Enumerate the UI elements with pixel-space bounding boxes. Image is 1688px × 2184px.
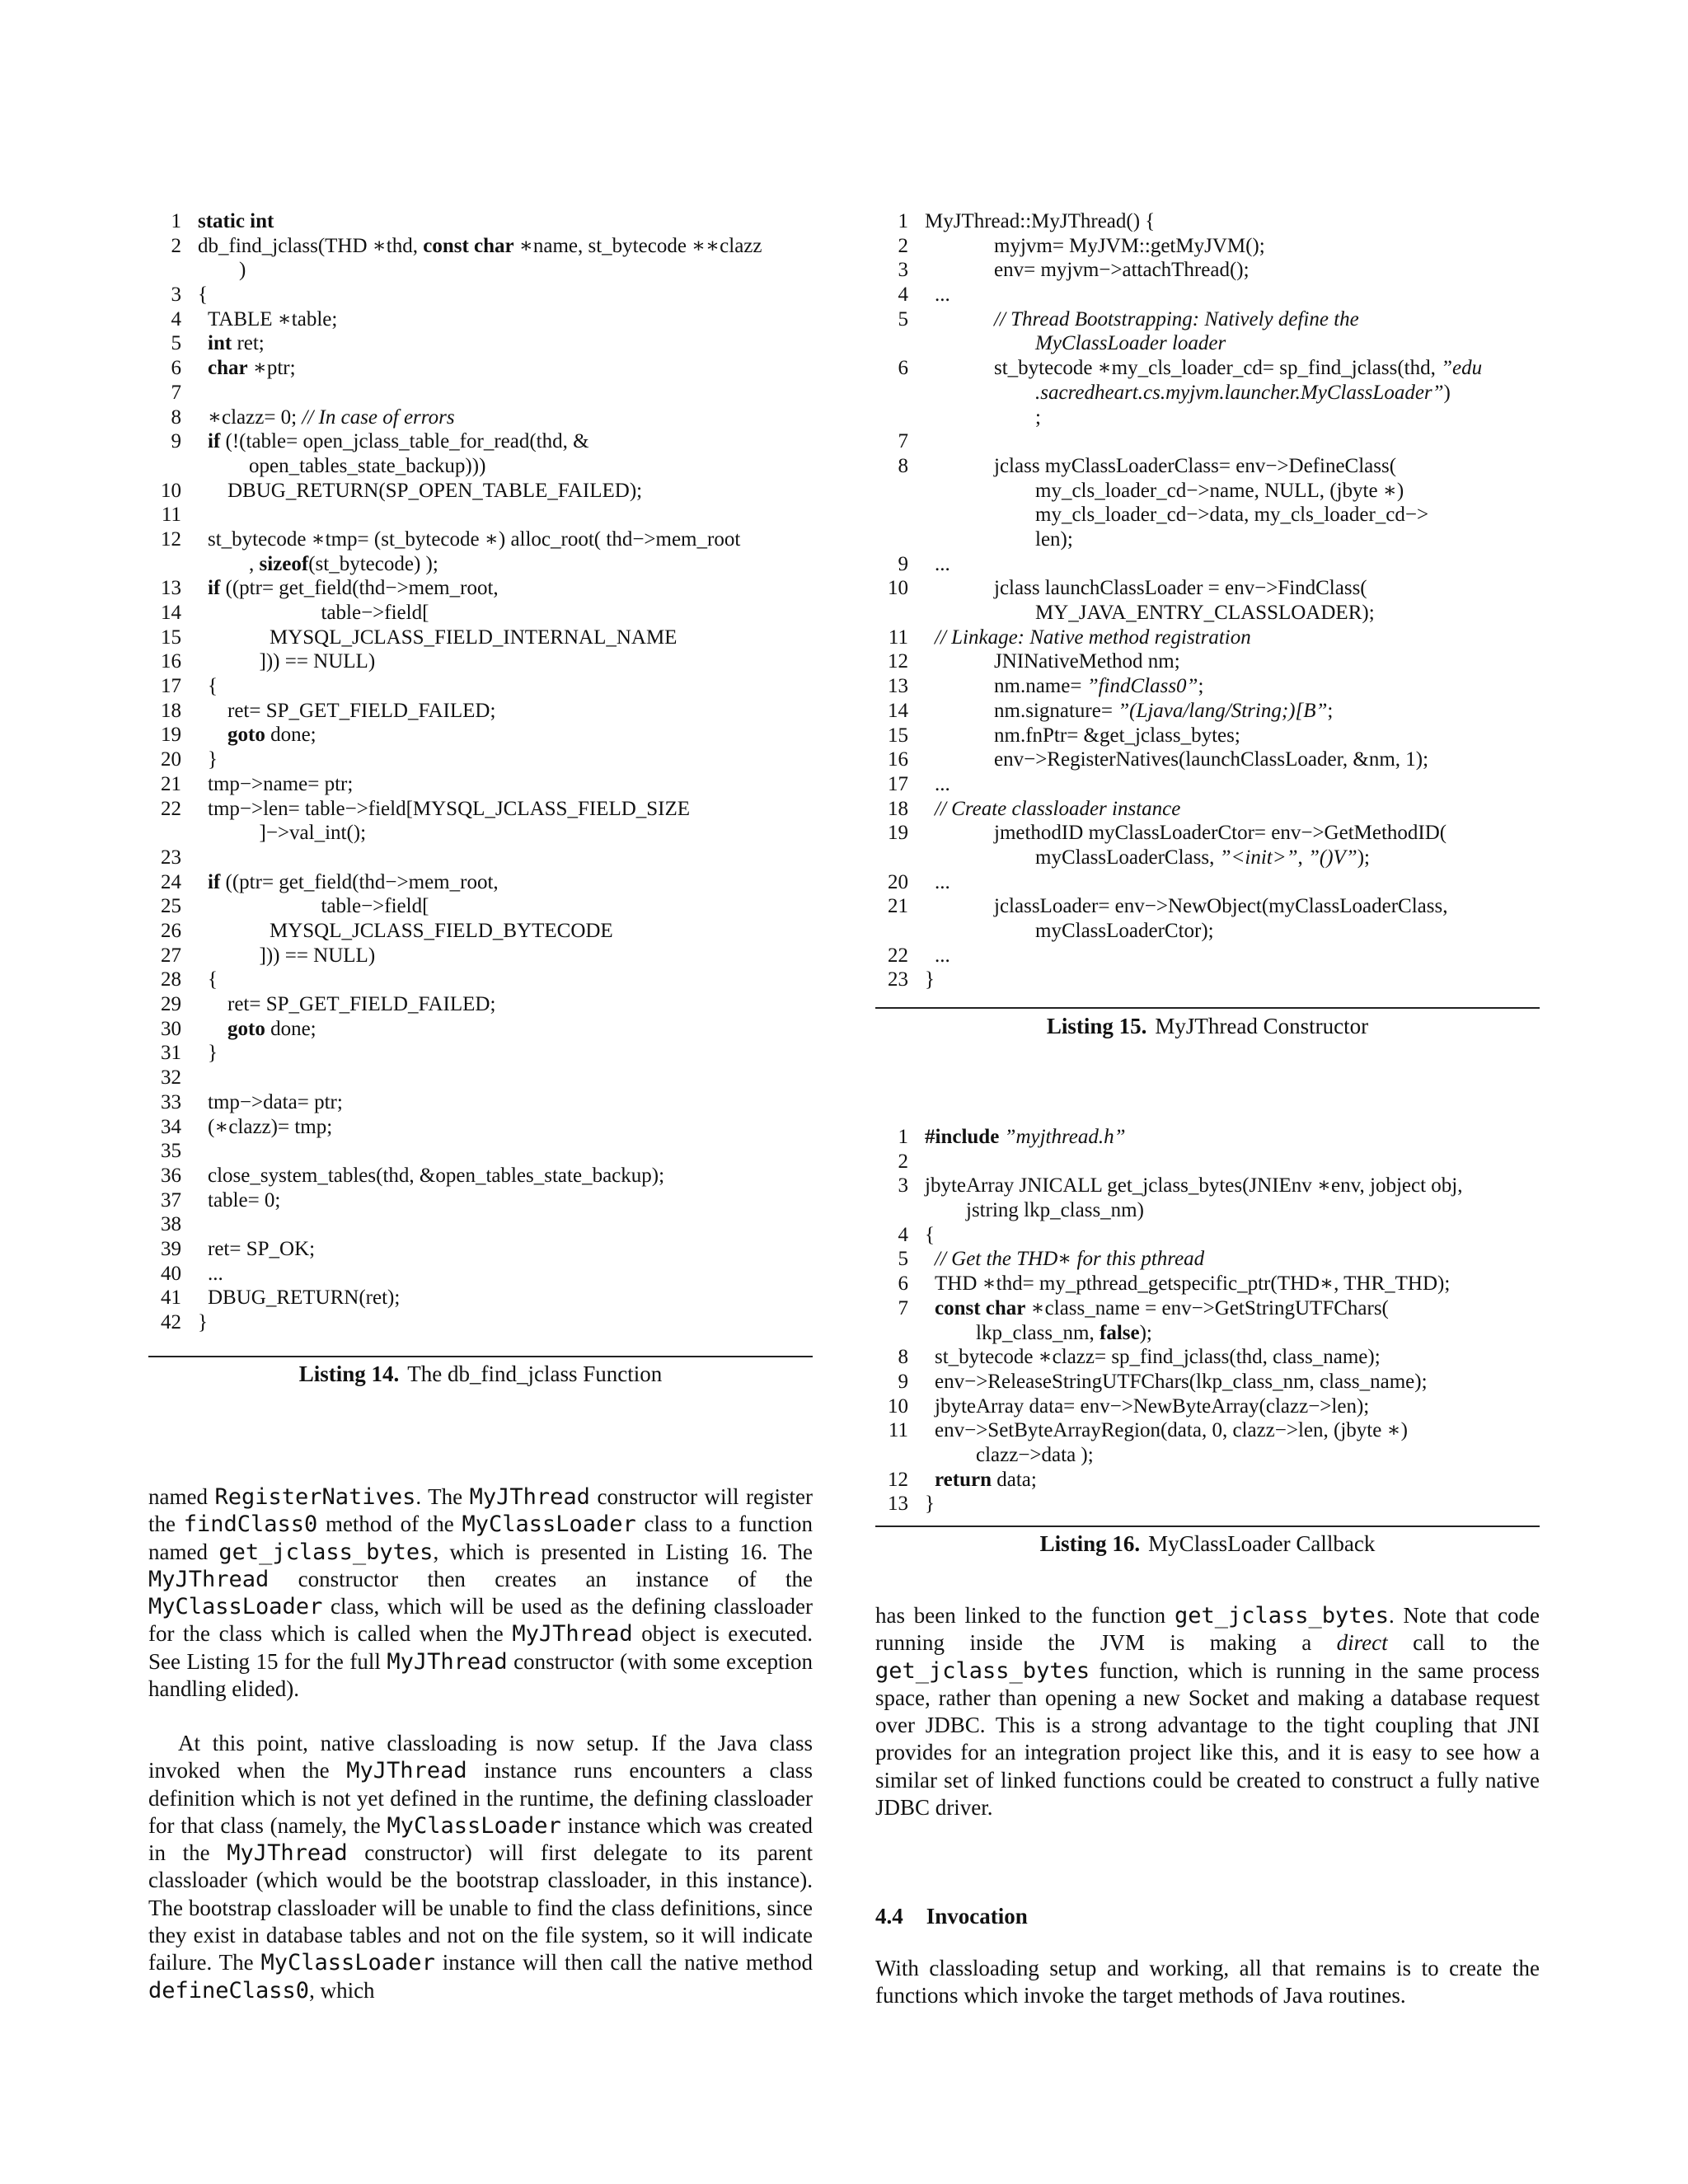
section-title: Invocation: [926, 1904, 1028, 1929]
line-number: 10: [161, 479, 181, 502]
listing-14-caption-text: The db_find_jclass Function: [407, 1361, 663, 1386]
listing-15-code: [875, 209, 1540, 992]
code-text: char ∗ptr;: [208, 357, 296, 380]
line-number: 4: [171, 307, 181, 330]
code-text: MyJThread::MyJThread() {: [925, 210, 1156, 232]
code-line: [875, 649, 1540, 674]
code-line: [875, 552, 1540, 577]
code-line: [148, 527, 813, 576]
code-text: // Create classloader instance: [935, 797, 1181, 820]
code-text: ...: [935, 944, 950, 967]
line-number: 5: [898, 307, 908, 330]
code-line: [148, 1139, 813, 1164]
code-line: [875, 894, 1540, 943]
code-text: st_bytecode ∗my_cls_loader_cd= sp_find_jclass(thd, ”edu .sacredheart.cs.myjvm.launcher.MyClassLoader”) ;: [994, 357, 1483, 429]
line-number: 26: [161, 920, 181, 942]
code-line: [875, 870, 1540, 895]
code-text: ret= SP_OK;: [208, 1237, 316, 1260]
code-line: [875, 209, 1540, 234]
line-number: 37: [161, 1188, 181, 1212]
code-text: #include ”myjthread.h”: [925, 1126, 1126, 1148]
code-line: [148, 992, 813, 1017]
listing-16-code: [875, 1125, 1540, 1516]
code-line: [148, 723, 813, 748]
code-text: // Get the THD∗ for this pthread: [935, 1248, 1205, 1271]
line-number: 42: [161, 1311, 181, 1333]
line-number: 15: [888, 724, 908, 747]
line-number: 6: [898, 357, 908, 380]
code-line: [148, 797, 813, 846]
code-text: {: [208, 968, 218, 991]
code-text: jbyteArray JNICALL get_jclass_bytes(JNIEnv ∗env, jobject obj, jstring lkp_class_nm): [925, 1174, 1463, 1222]
code-text: myjvm= MyJVM::getMyJVM();: [994, 234, 1265, 257]
section-heading: [875, 1904, 1028, 1929]
line-number: 8: [171, 405, 181, 429]
code-text: jclassLoader= env−>NewObject(myClassLoaderClass, myClassLoaderCtor);: [994, 895, 1448, 943]
code-line: [875, 626, 1540, 650]
line-number: 2: [898, 234, 908, 257]
code-line: [875, 748, 1540, 772]
code-text: ...: [935, 552, 950, 575]
code-line: [148, 503, 813, 527]
listing-15-caption-text: MyJThread Constructor: [1155, 1014, 1369, 1038]
line-number: 21: [888, 895, 908, 918]
code-text: goto done;: [227, 1017, 316, 1040]
code-text: }: [198, 1311, 208, 1333]
listing-14-caption: [148, 1361, 813, 1387]
line-number: 1: [898, 1126, 908, 1148]
line-number: 1: [171, 210, 181, 232]
code-text: // Linkage: Native method registration: [935, 626, 1251, 649]
code-text: st_bytecode ∗clazz= sp_find_jclass(thd, class_name);: [935, 1346, 1381, 1369]
code-text: return data;: [935, 1468, 1037, 1491]
right-paragraph-2: With classloading setup and working, all that remains is to create the functions which invoke the target methods of Java routines.: [875, 1956, 1540, 2008]
code-line: [148, 1237, 813, 1262]
line-number: 29: [161, 993, 181, 1016]
code-line: [148, 846, 813, 870]
code-line: [875, 1394, 1540, 1419]
code-line: [148, 1188, 813, 1213]
line-number: 19: [161, 724, 181, 747]
section-number: 4.4: [875, 1904, 903, 1929]
code-text: table−>field[: [208, 602, 429, 625]
code-line: [875, 1492, 1540, 1516]
code-text: DBUG_RETURN(ret);: [208, 1286, 401, 1310]
code-text: int ret;: [208, 332, 265, 355]
listing-16-caption-label: Listing 16.: [1039, 1531, 1141, 1556]
code-text: }: [925, 968, 935, 991]
code-text: ...: [935, 284, 950, 307]
line-number: 18: [161, 699, 181, 722]
code-line: [875, 234, 1540, 259]
line-number: 5: [898, 1248, 908, 1271]
code-line: [148, 381, 813, 405]
code-text: jbyteArray data= env−>NewByteArray(clazz−>len);: [935, 1394, 1370, 1418]
code-text: ])) == NULL): [208, 944, 376, 967]
code-line: [148, 331, 813, 356]
code-text: }: [208, 748, 218, 771]
line-number: 11: [161, 504, 181, 527]
code-text: st_bytecode ∗tmp= (st_bytecode ∗) alloc_root( thd−>mem_root , sizeof(st_bytecode) );: [208, 527, 741, 575]
left-paragraph-2: At this point, native classloading is now setup. If the Java class invoked when the MyJThread instance runs encounters a class definition which is not yet defined in the runtime, the defining classloader for that class (namely, the MyClassLoader instance which was created in the MyJThread constructor) will first delegate to its parent classloader (which would be the bootstrap classloader, in this instance). The bootstrap classloader will be unable to find the class definitions, since they exist in database tables and not on the file system, so it will indicate failure. The MyClassLoader instance will then call the native method defineClass0, which: [148, 1731, 814, 2004]
code-line: [875, 1468, 1540, 1493]
code-text: nm.fnPtr= &get_jclass_bytes;: [994, 724, 1240, 747]
code-line: [148, 772, 813, 797]
code-text: env−>RegisterNatives(launchClassLoader, &nm, 1);: [994, 748, 1429, 771]
code-text: env−>ReleaseStringUTFChars(lkp_class_nm, class_name);: [935, 1370, 1428, 1393]
code-line: [875, 674, 1540, 699]
code-text: env−>SetByteArrayRegion(data, 0, clazz−>len, (jbyte ∗) clazz−>data );: [935, 1419, 1408, 1466]
code-line: [148, 649, 813, 674]
code-text: ...: [935, 772, 950, 795]
line-number: 12: [161, 527, 181, 551]
code-line: [148, 626, 813, 650]
line-number: 39: [161, 1237, 181, 1260]
code-line: [875, 258, 1540, 283]
line-number: 23: [888, 968, 908, 991]
code-line: [148, 1090, 813, 1115]
line-number: 13: [161, 577, 181, 600]
line-number: 4: [898, 284, 908, 307]
line-number: 7: [898, 1296, 908, 1319]
code-line: [875, 1345, 1540, 1370]
code-text: ...: [935, 870, 950, 893]
code-text: // Thread Bootstrapping: Natively define the MyClassLoader loader: [994, 307, 1359, 355]
left-paragraph-1: named RegisterNatives. The MyJThread constructor will register the findClass0 method of the MyClassLoader class to a function named get_jclass_bytes, which is presented in Listing 16. The MyJThread constructor then creates an instance of the MyClassLoader class, which will be used as the defining classloader for the class which is called when the MyJThread object is executed. See Listing 15 for the full MyJThread constructor (with some exception handling elided).: [148, 1484, 814, 1702]
line-number: 8: [898, 1346, 908, 1369]
code-text: const char ∗class_name = env−>GetStringUTFChars( lkp_class_nm, false);: [935, 1296, 1389, 1344]
line-number: 13: [888, 675, 908, 698]
line-number: 10: [888, 1394, 908, 1418]
code-line: [148, 307, 813, 332]
code-text: (∗clazz)= tmp;: [208, 1115, 333, 1138]
code-text: jclass myClassLoaderClass= env−>DefineClass( my_cls_loader_cd−>name, NULL, (jbyte ∗) my_cls_loader_cd−>data, my_cls_loader_cd−> len);: [994, 454, 1429, 551]
code-line: [875, 1370, 1540, 1394]
code-text: db_find_jclass(THD ∗thd, const char ∗name, st_bytecode ∗∗clazz ): [198, 234, 762, 282]
code-text: {: [925, 1223, 935, 1246]
code-line: [875, 1272, 1540, 1296]
line-number: 20: [888, 870, 908, 893]
code-line: [148, 1041, 813, 1066]
line-number: 33: [161, 1090, 181, 1113]
code-text: JNINativeMethod nm;: [994, 650, 1180, 673]
listing-15-caption: [875, 1014, 1540, 1039]
code-text: if ((ptr= get_field(thd−>mem_root,: [208, 870, 499, 893]
code-line: [148, 674, 813, 699]
code-text: close_system_tables(thd, &open_tables_state_backup);: [208, 1164, 665, 1187]
code-line: [875, 797, 1540, 822]
code-line: [875, 283, 1540, 307]
code-line: [875, 1223, 1540, 1248]
line-number: 11: [888, 626, 908, 649]
line-number: 32: [161, 1066, 181, 1090]
line-number: 10: [888, 577, 908, 600]
code-line: [148, 699, 813, 724]
code-line: [875, 356, 1540, 429]
line-number: 36: [161, 1164, 181, 1187]
code-line: [875, 944, 1540, 968]
code-text: tmp−>name= ptr;: [208, 772, 354, 795]
line-number: 12: [888, 1468, 908, 1491]
code-text: jclass launchClassLoader = env−>FindClass( MY_JAVA_ENTRY_CLASSLOADER);: [994, 577, 1375, 625]
line-number: 2: [171, 234, 181, 257]
code-text: table−>field[: [208, 895, 429, 918]
code-line: [148, 479, 813, 504]
code-line: [875, 1174, 1540, 1222]
line-number: 13: [888, 1493, 908, 1516]
line-number: 8: [898, 454, 908, 477]
code-line: [148, 968, 813, 992]
listing-14-caption-label: Listing 14.: [298, 1361, 400, 1386]
line-number: 18: [888, 797, 908, 820]
code-line: [148, 601, 813, 626]
code-line: [875, 772, 1540, 797]
code-text: env= myjvm−>attachThread();: [994, 259, 1250, 282]
listing-14-rule: [148, 1356, 813, 1357]
code-text: MYSQL_JCLASS_FIELD_INTERNAL_NAME: [208, 626, 678, 649]
line-number: 12: [888, 650, 908, 673]
line-number: 16: [888, 748, 908, 771]
line-number: 9: [898, 552, 908, 575]
line-number: 17: [888, 772, 908, 795]
code-line: [875, 724, 1540, 748]
code-line: [875, 1247, 1540, 1272]
code-text: tmp−>len= table−>field[MYSQL_JCLASS_FIELD_SIZE ]−>val_int();: [208, 797, 691, 845]
line-number: 3: [898, 1174, 908, 1197]
code-line: [875, 821, 1540, 869]
code-line: [148, 234, 813, 283]
code-line: [148, 283, 813, 307]
line-number: 16: [161, 650, 181, 673]
code-text: ret= SP_GET_FIELD_FAILED;: [227, 993, 496, 1016]
code-text: TABLE ∗table;: [208, 307, 338, 330]
code-line: [148, 1115, 813, 1140]
code-text: goto done;: [227, 724, 316, 747]
code-line: [148, 576, 813, 601]
line-number: 1: [898, 210, 908, 232]
code-text: }: [925, 1493, 935, 1516]
line-number: 41: [161, 1286, 181, 1310]
line-number: 5: [171, 332, 181, 355]
code-text: ...: [208, 1262, 223, 1285]
code-text: if ((ptr= get_field(thd−>mem_root,: [208, 577, 499, 600]
code-line: [148, 1164, 813, 1188]
code-line: [875, 429, 1540, 454]
code-line: [148, 405, 813, 430]
listing-15-rule: [875, 1007, 1540, 1009]
line-number: 9: [171, 430, 181, 453]
code-line: [148, 356, 813, 381]
listing-16-rule: [875, 1526, 1540, 1527]
code-text: nm.signature= ”(Ljava/lang/String;)[B”;: [994, 699, 1334, 722]
line-number: 40: [161, 1262, 181, 1285]
code-line: [148, 894, 813, 919]
line-number: 3: [898, 259, 908, 282]
listing-14-code: [148, 209, 813, 1335]
line-number: 4: [898, 1223, 908, 1246]
code-text: if (!(table= open_jclass_table_for_read(thd, & open_tables_state_backup))): [208, 430, 589, 477]
code-text: jmethodID myClassLoaderCtor= env−>GetMethodID( myClassLoaderClass, ”<init>”, ”()V”);: [994, 822, 1447, 869]
line-number: 19: [888, 822, 908, 845]
code-line: [148, 748, 813, 772]
line-number: 6: [171, 357, 181, 380]
code-text: ])) == NULL): [208, 650, 376, 673]
code-line: [875, 454, 1540, 552]
code-line: [148, 944, 813, 968]
line-number: 3: [171, 284, 181, 307]
line-number: 31: [161, 1042, 181, 1065]
right-paragraph-1: has been linked to the function get_jclass_bytes. Note that code running inside the JVM is making a direct call to the get_jclass_bytes function, which is running in the same process space, rather than opening a new Socket and making a database request over JDBC. This is a strong advantage to the tight coupling that JNI provides for an integration project like this, and it is easy to see how a similar set of linked functions could be created to construct a fully native JDBC driver.: [875, 1603, 1540, 1821]
code-line: [148, 1212, 813, 1237]
code-text: tmp−>data= ptr;: [208, 1090, 343, 1113]
code-text: }: [208, 1042, 218, 1065]
line-number: 15: [161, 626, 181, 649]
line-number: 14: [888, 699, 908, 722]
line-number: 7: [898, 430, 908, 453]
line-number: 2: [898, 1150, 908, 1173]
code-text: ∗clazz= 0; // In case of errors: [208, 405, 455, 429]
listing-16-caption-text: MyClassLoader Callback: [1148, 1531, 1376, 1556]
code-text: DBUG_RETURN(SP_OPEN_TABLE_FAILED);: [227, 479, 643, 502]
code-text: THD ∗thd= my_pthread_getspecific_ptr(THD∗, THR_THD);: [935, 1272, 1451, 1296]
code-line: [875, 1418, 1540, 1467]
line-number: 22: [161, 797, 181, 820]
code-line: [148, 1066, 813, 1090]
code-text: nm.name= ”findClass0”;: [994, 675, 1204, 698]
code-line: [148, 429, 813, 478]
code-text: table= 0;: [208, 1188, 281, 1212]
code-line: [148, 1262, 813, 1286]
line-number: 7: [171, 381, 181, 404]
code-text: {: [208, 675, 218, 698]
line-number: 38: [161, 1213, 181, 1236]
line-number: 17: [161, 675, 181, 698]
code-text: ret= SP_GET_FIELD_FAILED;: [227, 699, 496, 722]
code-line: [148, 1017, 813, 1042]
listing-16-caption: [875, 1531, 1540, 1557]
line-number: 30: [161, 1017, 181, 1040]
code-line: [148, 1310, 813, 1335]
line-number: 21: [161, 772, 181, 795]
line-number: 9: [898, 1370, 908, 1393]
line-number: 27: [161, 944, 181, 967]
code-line: [875, 576, 1540, 625]
code-text: MYSQL_JCLASS_FIELD_BYTECODE: [208, 920, 613, 942]
line-number: 6: [898, 1272, 908, 1296]
code-line: [875, 1150, 1540, 1174]
code-line: [148, 1286, 813, 1310]
line-number: 22: [888, 944, 908, 967]
line-number: 24: [161, 870, 181, 893]
line-number: 35: [161, 1140, 181, 1163]
line-number: 28: [161, 968, 181, 991]
line-number: 25: [161, 895, 181, 918]
code-text: {: [198, 284, 208, 307]
code-line: [875, 1296, 1540, 1345]
line-number: 14: [161, 602, 181, 625]
code-line: [148, 870, 813, 895]
line-number: 34: [161, 1115, 181, 1138]
code-text: static int: [198, 210, 274, 232]
code-line: [148, 209, 813, 234]
code-line: [875, 968, 1540, 992]
line-number: 20: [161, 748, 181, 771]
listing-15-caption-label: Listing 15.: [1046, 1014, 1147, 1038]
code-line: [875, 307, 1540, 356]
line-number: 23: [161, 846, 181, 869]
code-line: [875, 1125, 1540, 1150]
line-number: 11: [888, 1419, 908, 1442]
code-line: [148, 919, 813, 944]
code-line: [875, 699, 1540, 724]
